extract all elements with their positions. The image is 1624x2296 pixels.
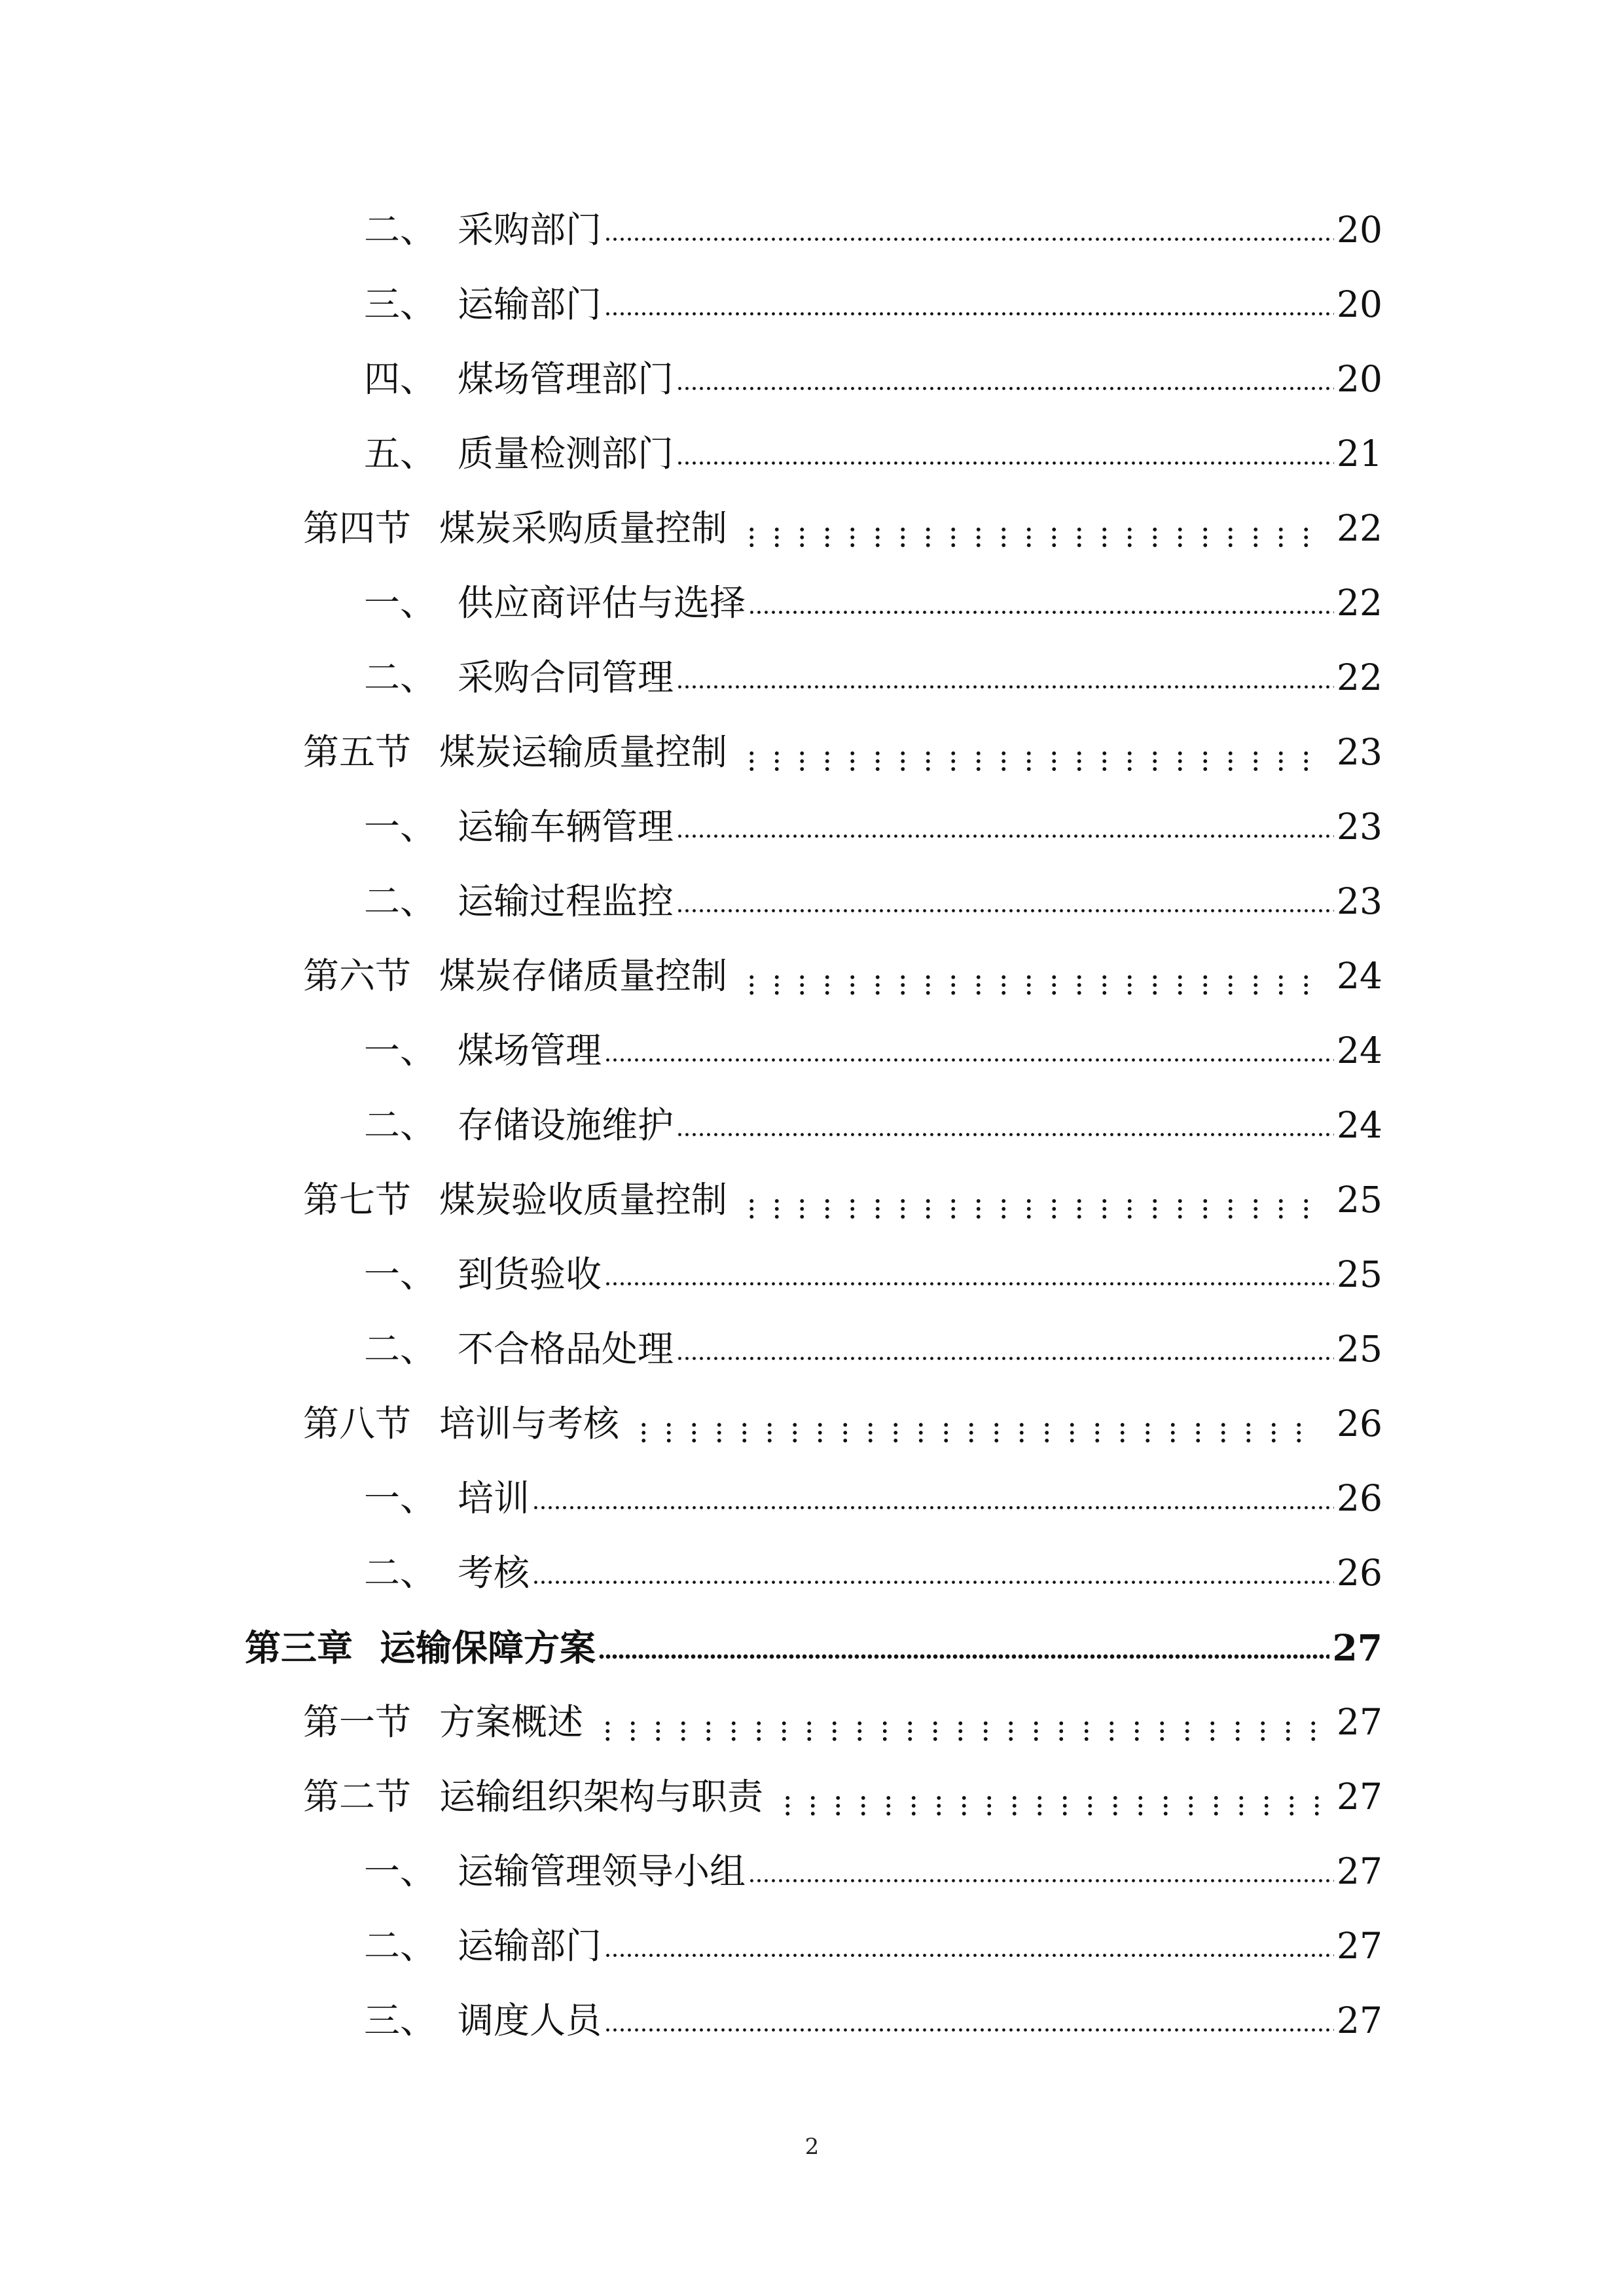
dot-leader <box>676 1124 1334 1144</box>
toc-entry-prefix: 二、 <box>364 1924 437 1967</box>
dot-leader <box>676 826 1334 846</box>
toc-entry-page-number: 22 <box>1337 507 1382 549</box>
toc-entry-title: 不合格品处理 <box>458 1327 674 1370</box>
toc-item-row[interactable] <box>0 1834 1624 1909</box>
toc-item-row[interactable] <box>0 1535 1624 1610</box>
toc-entry-prefix: 二、 <box>364 1327 437 1370</box>
toc-entry-title: 运输过程监控 <box>458 880 674 922</box>
toc-item-row[interactable] <box>0 1088 1624 1162</box>
toc-entry-page-number: 22 <box>1337 656 1382 698</box>
toc-entry-title: 煤炭运输质量控制 <box>439 730 728 773</box>
toc-section-row[interactable] <box>0 491 1624 565</box>
dot-leader <box>676 901 1334 920</box>
toc-entry-title: 采购合同管理 <box>458 656 674 698</box>
toc-entry-prefix: 第七节 <box>303 1178 412 1221</box>
dot-leader <box>676 378 1334 398</box>
toc-entry-page-number: 23 <box>1337 880 1382 922</box>
toc-entry-prefix: 二、 <box>364 1103 437 1146</box>
toc-entry-page-number: 26 <box>1337 1477 1382 1519</box>
toc-entry-prefix: 三、 <box>364 283 437 325</box>
dot-leader <box>766 1796 1321 1816</box>
toc-entry-title: 采购部门 <box>458 208 602 251</box>
dot-leader <box>622 1423 1321 1443</box>
toc-entry-page-number: 24 <box>1337 954 1382 997</box>
toc-entry-page-number: 23 <box>1337 805 1382 848</box>
toc-entry-page-number: 26 <box>1337 1402 1382 1444</box>
toc-entry-page-number: 25 <box>1337 1178 1382 1221</box>
toc-entry-page-number: 27 <box>1337 1850 1382 1892</box>
toc-entry-page-number: 22 <box>1337 581 1382 624</box>
toc-entry-page-number: 27 <box>1337 1924 1382 1967</box>
toc-entry-page-number: 26 <box>1337 1551 1382 1594</box>
toc-entry-title: 调度人员 <box>458 1999 602 2041</box>
dot-leader <box>604 1050 1334 1069</box>
toc-entry-prefix: 第三章 <box>245 1626 353 1669</box>
toc-entry-title: 存储设施维护 <box>458 1103 674 1146</box>
table-of-contents <box>0 192 1624 2058</box>
toc-entry-title: 到货验收 <box>458 1253 602 1295</box>
dot-leader <box>730 1199 1321 1219</box>
dot-leader <box>676 1348 1334 1368</box>
toc-item-row[interactable] <box>0 416 1624 491</box>
dot-leader <box>604 2020 1334 2039</box>
dot-leader <box>586 1721 1321 1741</box>
toc-item-row[interactable] <box>0 1312 1624 1386</box>
toc-entry-prefix: 二、 <box>364 208 437 251</box>
toc-entry-title: 培训与考核 <box>439 1402 620 1444</box>
toc-section-row[interactable] <box>0 939 1624 1013</box>
toc-item-row[interactable] <box>0 789 1624 864</box>
toc-entry-title: 煤炭采购质量控制 <box>439 507 728 549</box>
toc-entry-page-number: 20 <box>1337 357 1382 400</box>
toc-entry-page-number: 24 <box>1337 1029 1382 1071</box>
toc-entry-prefix: 四、 <box>364 357 437 400</box>
toc-entry-prefix: 第五节 <box>303 730 412 773</box>
toc-entry-page-number: 24 <box>1337 1103 1382 1146</box>
toc-entry-title: 运输车辆管理 <box>458 805 674 848</box>
toc-entry-prefix: 二、 <box>364 1551 437 1594</box>
dot-leader <box>604 1274 1334 1293</box>
toc-entry-title: 质量检测部门 <box>458 432 674 475</box>
toc-entry-prefix: 一、 <box>364 1850 437 1892</box>
toc-item-row[interactable] <box>0 1461 1624 1535</box>
toc-item-row[interactable] <box>0 342 1624 416</box>
toc-entry-prefix: 第六节 <box>303 954 412 997</box>
toc-item-row[interactable] <box>0 565 1624 640</box>
toc-entry-title: 考核 <box>458 1551 530 1594</box>
toc-item-row[interactable] <box>0 640 1624 715</box>
toc-entry-title: 煤炭验收质量控制 <box>439 1178 728 1221</box>
toc-entry-title: 方案概述 <box>439 1700 584 1743</box>
dot-leader <box>730 751 1321 771</box>
toc-entry-page-number: 21 <box>1337 432 1382 475</box>
toc-entry-prefix: 二、 <box>364 880 437 922</box>
toc-entry-title: 运输部门 <box>458 1924 602 1967</box>
toc-entry-page-number: 27 <box>1337 1700 1382 1743</box>
toc-entry-title: 培训 <box>458 1477 530 1519</box>
toc-entry-prefix: 第二节 <box>303 1775 412 1818</box>
toc-entry-page-number: 27 <box>1332 1626 1382 1669</box>
toc-item-row[interactable] <box>0 1909 1624 1983</box>
toc-entry-prefix: 一、 <box>364 1477 437 1519</box>
toc-entry-prefix: 二、 <box>364 656 437 698</box>
dot-leader <box>604 229 1334 249</box>
toc-entry-page-number: 25 <box>1337 1327 1382 1370</box>
toc-entry-prefix: 一、 <box>364 1253 437 1295</box>
toc-item-row[interactable] <box>0 864 1624 939</box>
dot-leader <box>598 1647 1329 1666</box>
toc-item-row[interactable] <box>0 1013 1624 1088</box>
dot-leader <box>730 528 1321 547</box>
dot-leader <box>604 1945 1334 1965</box>
dot-leader <box>748 1871 1334 1890</box>
toc-section-row[interactable] <box>0 1386 1624 1461</box>
toc-section-row[interactable] <box>0 1162 1624 1237</box>
toc-item-row[interactable] <box>0 1237 1624 1312</box>
toc-entry-prefix: 五、 <box>364 432 437 475</box>
toc-chapter-row[interactable] <box>0 1610 1624 1685</box>
toc-entry-page-number: 20 <box>1337 208 1382 251</box>
dot-leader <box>676 677 1334 696</box>
toc-entry-title: 供应商评估与选择 <box>458 581 746 624</box>
toc-entry-title: 运输保障方案 <box>380 1626 596 1669</box>
toc-entry-prefix: 第八节 <box>303 1402 412 1444</box>
toc-entry-prefix: 第一节 <box>303 1700 412 1743</box>
toc-entry-page-number: 27 <box>1337 1999 1382 2041</box>
toc-entry-prefix: 一、 <box>364 1029 437 1071</box>
toc-section-row[interactable] <box>0 1759 1624 1834</box>
page-number: 2 <box>804 2134 820 2160</box>
dot-leader <box>676 453 1334 473</box>
toc-entry-title: 煤场管理部门 <box>458 357 674 400</box>
toc-entry-page-number: 20 <box>1337 283 1382 325</box>
dot-leader <box>730 975 1321 995</box>
toc-entry-title: 运输组织架构与职责 <box>439 1775 764 1818</box>
toc-entry-title: 运输部门 <box>458 283 602 325</box>
toc-entry-title: 煤炭存储质量控制 <box>439 954 728 997</box>
toc-entry-page-number: 23 <box>1337 730 1382 773</box>
dot-leader <box>604 304 1334 323</box>
toc-entry-title: 煤场管理 <box>458 1029 602 1071</box>
toc-entry-prefix: 第四节 <box>303 507 412 549</box>
toc-section-row[interactable] <box>0 1685 1624 1759</box>
toc-item-row[interactable] <box>0 192 1624 267</box>
toc-section-row[interactable] <box>0 715 1624 789</box>
dot-leader <box>532 1498 1334 1517</box>
toc-item-row[interactable] <box>0 1983 1624 2058</box>
toc-entry-prefix: 三、 <box>364 1999 437 2041</box>
toc-entry-prefix: 一、 <box>364 581 437 624</box>
toc-item-row[interactable] <box>0 267 1624 342</box>
toc-entry-page-number: 25 <box>1337 1253 1382 1295</box>
dot-leader <box>532 1572 1334 1592</box>
toc-entry-title: 运输管理领导小组 <box>458 1850 746 1892</box>
dot-leader <box>748 602 1334 622</box>
toc-entry-page-number: 27 <box>1337 1775 1382 1818</box>
toc-entry-prefix: 一、 <box>364 805 437 848</box>
